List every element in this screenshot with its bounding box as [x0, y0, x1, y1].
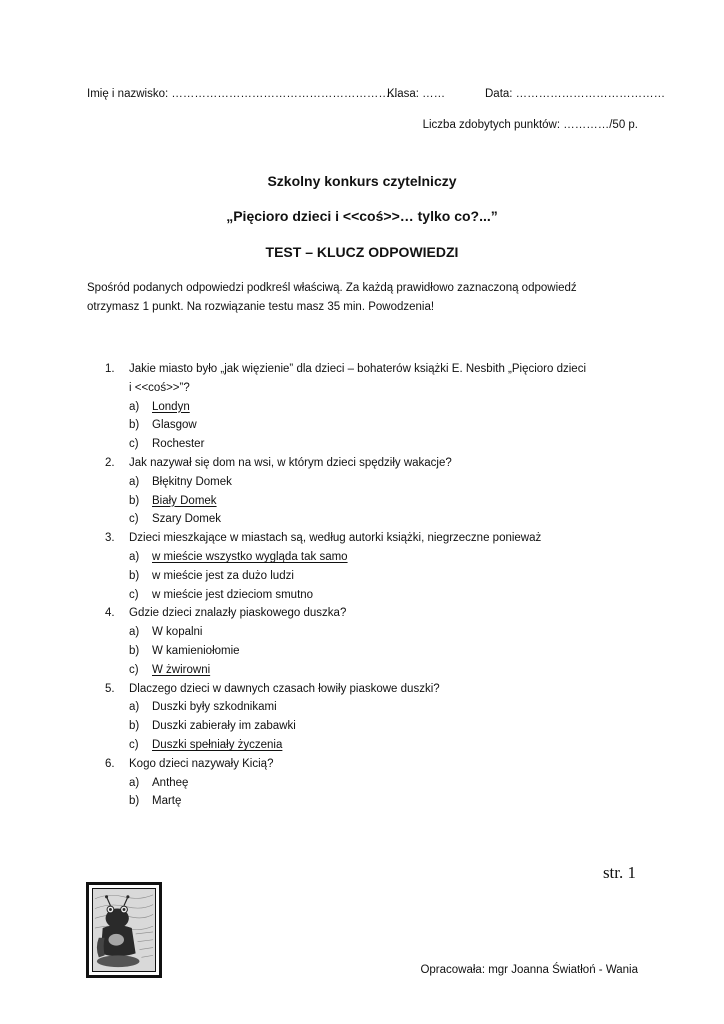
answer-text: Błękitny Domek	[152, 475, 232, 488]
question-number: 6.	[105, 757, 115, 770]
answer-letter: a)	[129, 701, 140, 714]
question-item	[105, 529, 635, 604]
answer-option	[105, 473, 635, 492]
answer-letter: c)	[129, 663, 139, 676]
answer-letter: a)	[129, 550, 140, 563]
answer-option	[105, 416, 635, 435]
points-field-label: Liczba zdobytych punktów: …………/50 p.	[422, 119, 638, 131]
contest-title: Szkolny konkurs czytelniczy	[267, 173, 457, 189]
question-text: Kogo dzieci nazywały Kicią?	[129, 757, 274, 770]
question-text: Gdzie dzieci znalazły piaskowego duszka?	[129, 607, 347, 620]
class-field-label: Klasa: ……	[387, 88, 446, 100]
answer-text: W kamieniołomie	[152, 644, 240, 657]
answer-letter: a)	[129, 400, 140, 413]
answer-text: Glasgow	[152, 419, 197, 432]
correct-answer-text: w mieście wszystko wygląda tak samo	[152, 550, 348, 563]
book-title: „Pięcioro dzieci i <<coś>>… tylko co?...”	[226, 208, 498, 224]
answer-option	[105, 698, 635, 717]
answer-option	[105, 435, 635, 454]
answer-option	[105, 492, 635, 511]
answer-letter: c)	[129, 513, 139, 526]
name-field-label: Imię i nazwisko: ……………………………………………………	[87, 88, 402, 100]
question-text-continued: i <<coś>>”?	[129, 381, 190, 394]
question-row	[105, 454, 635, 473]
question-number: 4.	[105, 607, 115, 620]
answer-letter: a)	[129, 776, 140, 789]
answer-text: Rochester	[152, 438, 205, 451]
answer-letter: b)	[129, 720, 140, 733]
answer-text: Antheę	[152, 776, 189, 789]
question-item	[105, 755, 635, 811]
question-text: Dlaczego dzieci w dawnych czasach łowiły piaskowe duszki?	[129, 682, 440, 695]
question-row	[105, 529, 635, 548]
correct-answer-text: Biały Domek	[152, 494, 217, 507]
answer-letter: b)	[129, 644, 140, 657]
answer-letter: c)	[129, 738, 139, 751]
answer-option	[105, 661, 635, 680]
question-item	[105, 604, 635, 679]
answer-option	[105, 774, 635, 793]
question-row	[105, 360, 635, 379]
answer-option	[105, 398, 635, 417]
answer-letter: b)	[129, 419, 140, 432]
answer-letter: b)	[129, 494, 140, 507]
answer-letter: c)	[129, 588, 139, 601]
student-info-row	[87, 88, 666, 104]
answer-letter: a)	[129, 626, 140, 639]
question-text: Dzieci mieszkające w miastach są, według autorki książki, niegrzeczne ponieważ	[129, 532, 542, 545]
question-row	[105, 379, 635, 398]
answer-text: w mieście jest dzieciom smutno	[152, 588, 314, 601]
answer-text: Szary Domek	[152, 513, 222, 526]
page-number: str. 1	[602, 863, 636, 882]
question-number: 3.	[105, 532, 115, 545]
test-key-title: TEST – KLUCZ ODPOWIEDZI	[265, 244, 459, 260]
answer-letter: b)	[129, 569, 140, 582]
date-field-label: Data: …………………………………	[485, 88, 666, 100]
correct-answer-text: Londyn	[152, 400, 190, 413]
sand-fairy-illustration-icon	[86, 882, 162, 978]
author-credit: Opracowała: mgr Joanna Światłoń - Wania	[420, 964, 638, 976]
question-number: 2.	[105, 456, 115, 469]
answer-text: w mieście jest za dużo ludzi	[152, 569, 294, 582]
question-text: Jakie miasto było „jak więzienie” dla dzieci – bohaterów książki E. Nesbith „Pięcioro dzieci	[129, 363, 587, 375]
answer-option	[105, 792, 635, 811]
answer-option	[105, 623, 635, 642]
instructions-line: Spośród podanych odpowiedzi podkreśl właściwą. Za każdą prawidłowo zaznaczoną odpowiedź	[87, 282, 577, 294]
question-list	[105, 360, 635, 811]
answer-letter: b)	[129, 795, 140, 808]
instructions	[87, 279, 647, 317]
question-item	[105, 454, 635, 529]
answer-text: Duszki zabierały im zabawki	[152, 720, 296, 733]
answer-option	[105, 548, 635, 567]
answer-letter: a)	[129, 475, 140, 488]
question-row	[105, 755, 635, 774]
question-item	[105, 680, 635, 755]
question-text: Jak nazywał się dom na wsi, w którym dzieci spędziły wakacje?	[129, 456, 452, 469]
answer-option	[105, 717, 635, 736]
answer-option	[105, 510, 635, 529]
answer-text: Duszki były szkodnikami	[152, 701, 277, 714]
answer-option	[105, 586, 635, 605]
answer-text: W kopalni	[152, 626, 203, 639]
answer-option	[105, 736, 635, 755]
question-number: 5.	[105, 682, 115, 695]
instructions-line: otrzymasz 1 punkt. Na rozwiązanie testu masz 35 min. Powodzenia!	[87, 301, 435, 313]
question-row	[105, 680, 635, 699]
answer-text: Martę	[152, 795, 182, 808]
question-row	[105, 604, 635, 623]
answer-option	[105, 642, 635, 661]
answer-letter: c)	[129, 438, 139, 451]
question-number: 1.	[105, 363, 115, 375]
correct-answer-text: W żwirowni	[152, 663, 211, 676]
correct-answer-text: Duszki spełniały życzenia	[152, 738, 283, 751]
question-item	[105, 360, 635, 454]
answer-option	[105, 567, 635, 586]
